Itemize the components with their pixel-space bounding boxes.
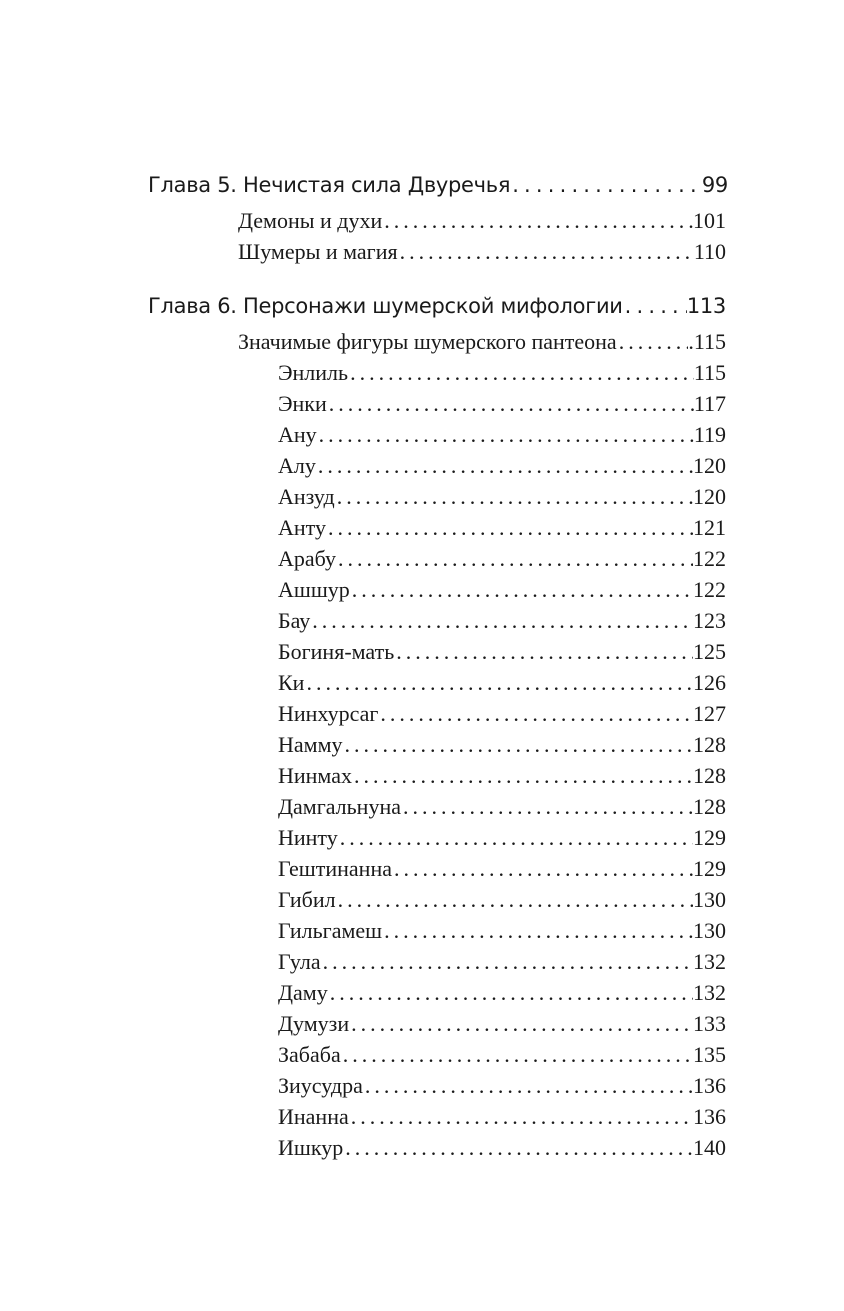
toc-item-title: Арабу bbox=[278, 546, 337, 571]
toc-page-number: 132 bbox=[693, 949, 726, 974]
toc-page-number: 117 bbox=[693, 391, 726, 416]
toc-page-number: 132 bbox=[693, 980, 726, 1005]
toc-item[interactable] bbox=[278, 606, 726, 636]
dot-leader bbox=[326, 513, 693, 543]
toc-item-title: Ишкур bbox=[278, 1135, 344, 1160]
dot-leader bbox=[343, 730, 694, 760]
toc-item[interactable] bbox=[278, 358, 726, 388]
toc-page-number: 127 bbox=[693, 701, 726, 726]
toc-item-title: Богиня-мать bbox=[278, 639, 395, 664]
toc-item-title: Нинмах bbox=[278, 763, 352, 788]
toc-item[interactable] bbox=[278, 668, 726, 698]
toc-item[interactable] bbox=[278, 482, 726, 512]
dot-leader bbox=[617, 327, 689, 357]
toc-item[interactable] bbox=[278, 1009, 726, 1039]
toc-page-number: 121 bbox=[693, 515, 726, 540]
toc-chapter-title: Глава 6. Персонажи шумерской мифологии bbox=[148, 294, 623, 318]
toc-item-title: Забаба bbox=[278, 1042, 341, 1067]
toc-item-title: Думузи bbox=[278, 1011, 350, 1036]
toc-page-number: 140 bbox=[693, 1135, 726, 1160]
toc-page-number: .115 bbox=[688, 329, 726, 354]
toc-item-title: Зиусудра bbox=[278, 1073, 363, 1098]
dot-leader bbox=[321, 947, 693, 977]
dot-leader bbox=[328, 978, 693, 1008]
toc-section[interactable] bbox=[238, 237, 726, 267]
dot-leader bbox=[398, 237, 694, 267]
toc-page-number: 115 bbox=[693, 360, 726, 385]
toc-section-title: Значимые фигуры шумерского пантеона bbox=[238, 329, 617, 354]
toc-item[interactable] bbox=[278, 730, 726, 760]
toc-item-title: Гильгамеш bbox=[278, 918, 383, 943]
toc-item[interactable] bbox=[278, 1102, 726, 1132]
toc-item-title: Бау bbox=[278, 608, 311, 633]
toc-page-number: 110 bbox=[693, 239, 726, 264]
toc-item[interactable] bbox=[278, 1071, 726, 1101]
toc-item-title: Гештинанна bbox=[278, 856, 392, 881]
toc-section-title: Шумеры и магия bbox=[238, 239, 398, 264]
toc-item[interactable] bbox=[278, 916, 726, 946]
toc-page-number: 136 bbox=[693, 1073, 726, 1098]
toc-page-number: 125 bbox=[693, 639, 726, 664]
toc-page-number: 128 bbox=[693, 763, 726, 788]
toc-item-title: Инанна bbox=[278, 1104, 349, 1129]
dot-leader bbox=[350, 575, 693, 605]
toc-item-title: Нинту bbox=[278, 825, 338, 850]
toc-page-number: 133 bbox=[693, 1011, 726, 1036]
toc-item[interactable] bbox=[278, 513, 726, 543]
toc-page-number: 126 bbox=[693, 670, 726, 695]
dot-leader bbox=[401, 792, 693, 822]
toc-item[interactable] bbox=[278, 1133, 726, 1163]
toc-item-title: Дамгальнуна bbox=[278, 794, 401, 819]
toc-item[interactable] bbox=[278, 699, 726, 729]
toc-page-number: 101 bbox=[693, 208, 726, 233]
dot-leader bbox=[378, 699, 693, 729]
toc-item[interactable] bbox=[278, 792, 726, 822]
toc-page-number: 122 bbox=[693, 546, 726, 571]
dot-leader bbox=[394, 637, 693, 667]
dot-leader bbox=[336, 544, 693, 574]
dot-leader bbox=[335, 482, 693, 512]
toc-item-title: Нинхурсаг bbox=[278, 701, 379, 726]
toc-item[interactable] bbox=[278, 575, 726, 605]
toc-item-title: Алу bbox=[278, 453, 316, 478]
toc-item-title: Анту bbox=[278, 515, 326, 540]
dot-leader bbox=[310, 606, 693, 636]
toc-page-number: 113 bbox=[686, 294, 726, 318]
toc-item[interactable] bbox=[278, 420, 726, 450]
toc-item[interactable] bbox=[278, 637, 726, 667]
toc-chapter-5[interactable] bbox=[148, 170, 728, 200]
dot-leader bbox=[349, 1102, 693, 1132]
toc-page-number: 123 bbox=[693, 608, 726, 633]
dot-leader bbox=[392, 854, 693, 884]
toc-page-number: 136 bbox=[693, 1104, 726, 1129]
toc-chapter-6[interactable] bbox=[148, 291, 726, 321]
dot-leader bbox=[382, 206, 693, 236]
dot-leader bbox=[341, 1040, 693, 1070]
toc-page-number: 130 bbox=[693, 887, 726, 912]
toc-page-number: 120 bbox=[693, 453, 726, 478]
toc-page-number: 128 bbox=[693, 732, 726, 757]
toc-item[interactable] bbox=[278, 544, 726, 574]
toc-page-number: 130 bbox=[693, 918, 726, 943]
toc-page-number: 129 bbox=[693, 825, 726, 850]
dot-leader bbox=[327, 389, 694, 419]
toc-section[interactable] bbox=[238, 206, 726, 236]
dot-leader bbox=[336, 885, 693, 915]
toc-item[interactable] bbox=[278, 854, 726, 884]
dot-leader bbox=[349, 1009, 693, 1039]
dot-leader bbox=[317, 420, 694, 450]
toc-item[interactable] bbox=[278, 978, 726, 1008]
toc-item-title: Намму bbox=[278, 732, 343, 757]
toc-item-title: Ану bbox=[278, 422, 317, 447]
toc-item[interactable] bbox=[278, 823, 726, 853]
toc-item-title: Даму bbox=[278, 980, 328, 1005]
toc-item-title: Гула bbox=[278, 949, 321, 974]
toc-page-number: 129 bbox=[693, 856, 726, 881]
dot-leader bbox=[352, 761, 693, 791]
toc-page-number: 119 bbox=[693, 422, 726, 447]
toc-section[interactable] bbox=[238, 327, 726, 357]
dot-leader bbox=[316, 451, 693, 481]
toc-item-title: Энлиль bbox=[278, 360, 349, 385]
dot-leader bbox=[510, 170, 702, 200]
toc-item-title: Гибил bbox=[278, 887, 336, 912]
dot-leader bbox=[348, 358, 694, 388]
toc-item-title: Ашшур bbox=[278, 577, 350, 602]
toc-item[interactable] bbox=[278, 761, 726, 791]
toc-item[interactable] bbox=[278, 451, 726, 481]
dot-leader bbox=[304, 668, 693, 698]
dot-leader bbox=[623, 291, 687, 321]
dot-leader bbox=[363, 1071, 693, 1101]
toc-item[interactable] bbox=[278, 1040, 726, 1070]
dot-leader bbox=[382, 916, 693, 946]
toc-page-number: 120 bbox=[693, 484, 726, 509]
dot-leader bbox=[343, 1133, 693, 1163]
toc-page-number: 122 bbox=[693, 577, 726, 602]
toc-chapter-title: Глава 5. Нечистая сила Двуречья bbox=[148, 173, 511, 197]
toc-section-title: Демоны и духи bbox=[238, 208, 383, 233]
toc-item-title: Энки bbox=[278, 391, 327, 416]
toc-item[interactable] bbox=[278, 947, 726, 977]
toc-page-number: 99 bbox=[701, 173, 728, 197]
dot-leader bbox=[338, 823, 693, 853]
toc-item-title: Анзуд bbox=[278, 484, 335, 509]
toc-page-number: 135 bbox=[693, 1042, 726, 1067]
toc-item-title: Ки bbox=[278, 670, 305, 695]
toc-page-number: 128 bbox=[693, 794, 726, 819]
toc-item[interactable] bbox=[278, 885, 726, 915]
toc-item[interactable] bbox=[278, 389, 726, 419]
